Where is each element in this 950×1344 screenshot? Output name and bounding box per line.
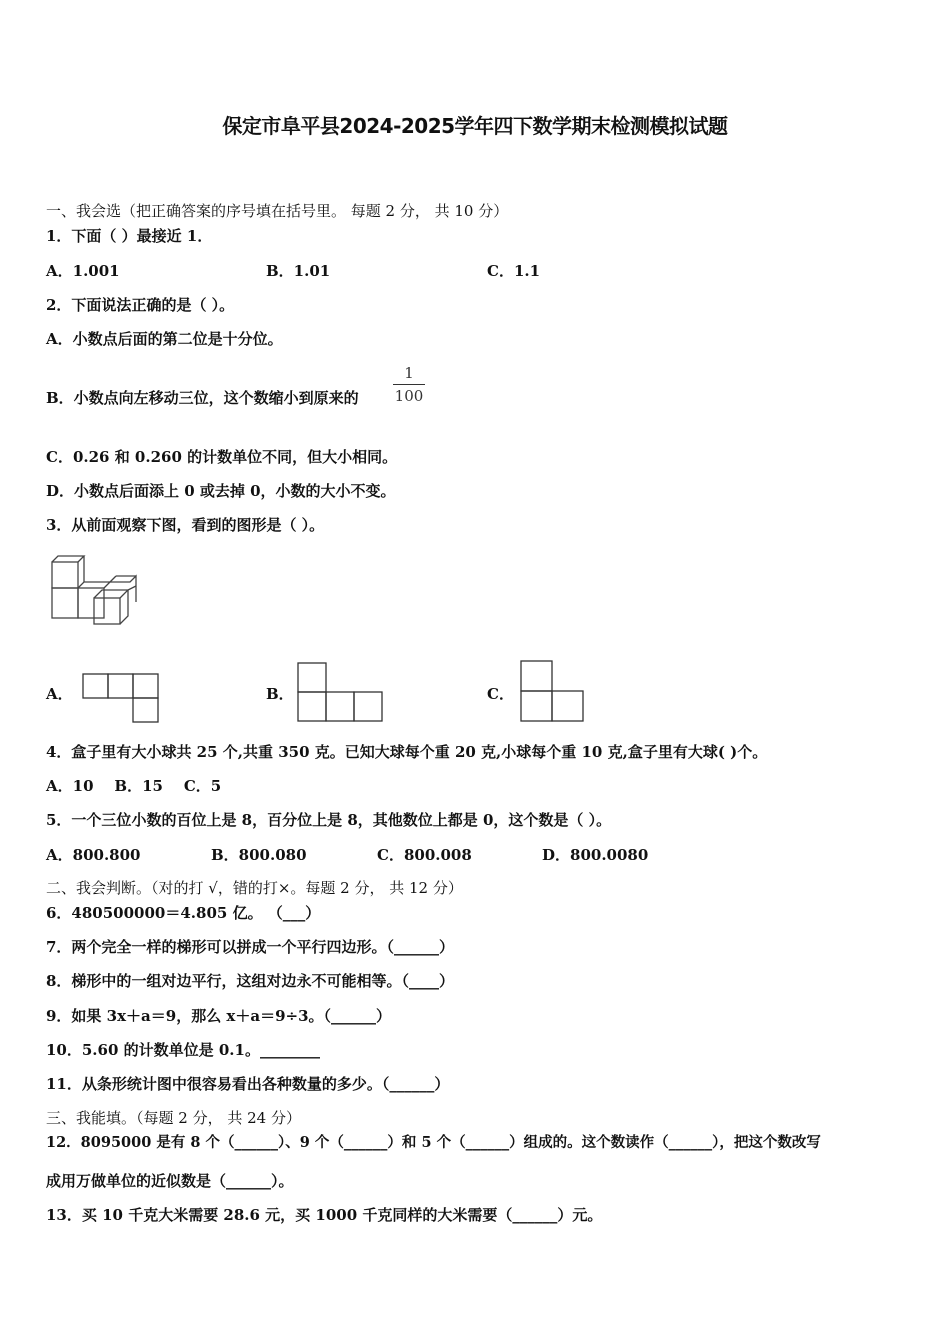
question-1-option-a: A．1.001 xyxy=(46,262,120,280)
question-2-option-b: B．小数点向左移动三位，这个数缩小到原来的 xyxy=(46,389,359,407)
option-b-shape xyxy=(296,661,386,723)
question-3-stem: 3．从前面观察下图，看到的图形是（ ）。 xyxy=(46,516,325,534)
option-a-shape xyxy=(82,673,160,725)
question-4-stem: 4．盒子里有大小球共 25 个,共重 350 克。已知大球每个重 20 克,小球每个重 10 克,盒子里有大球( )个。 xyxy=(46,743,768,761)
question-5-option-a: A．800.800 xyxy=(46,846,141,864)
question-1-option-b: B．1.01 xyxy=(266,262,331,280)
page-title: 保定市阜平县2024-2025学年四下数学期末检测模拟试题 xyxy=(222,114,728,138)
section-2-heading: 二、我会判断。（对的打 √，错的打×。每题 2 分， 共 12 分） xyxy=(46,879,463,897)
question-3-option-b: B． xyxy=(266,685,294,703)
fraction-numerator: 1 xyxy=(393,364,425,385)
section-3-heading: 三、我能填。（每题 2 分， 共 24 分） xyxy=(46,1109,301,1127)
question-6: 6．480500000＝4.805 亿。 （___） xyxy=(46,904,321,922)
question-5-option-d: D．800.0080 xyxy=(542,846,649,864)
question-8: 8．梯形中的一组对边平行，这组对边永不可能相等。（____） xyxy=(46,972,454,990)
question-5-option-c: C．800.008 xyxy=(377,846,472,864)
question-12-line-2: 成用万做单位的近似数是（______）。 xyxy=(46,1172,294,1190)
question-3-option-c: C． xyxy=(487,685,514,703)
question-4-options: A．10 B．15 C．5 xyxy=(46,777,222,795)
question-1-option-c: C．1.1 xyxy=(487,262,541,280)
cube-stack-figure xyxy=(48,552,140,628)
question-5-option-b: B．800.080 xyxy=(211,846,307,864)
question-9: 9．如果 3x＋a＝9，那么 x＋a＝9÷3。（______） xyxy=(46,1007,392,1025)
question-1-stem: 1．下面（ ）最接近 1． xyxy=(46,227,213,245)
section-1-heading: 一、我会选（把正确答案的序号填在括号里。 每题 2 分， 共 10 分） xyxy=(46,202,509,220)
question-5-stem: 5．一个三位小数的百位上是 8，百分位上是 8，其他数位上都是 0，这个数是（ ）。 xyxy=(46,811,612,829)
question-2-option-a: A．小数点后面的第二位是十分位。 xyxy=(46,330,283,348)
question-2-option-c: C．0.26 和 0.260 的计数单位不同，但大小相同。 xyxy=(46,448,398,466)
question-12-line-1: 12．8095000 是有 8 个（______）、9 个（______）和 5 个（______）组成的。这个数读作（______），把这个数改写 xyxy=(46,1134,821,1151)
fraction-one-hundredth xyxy=(393,364,425,405)
question-13: 13．买 10 千克大米需要 28.6 元，买 1000 千克同样的大米需要（______）元。 xyxy=(46,1206,603,1224)
question-11: 11．从条形统计图中很容易看出各种数量的多少。（______） xyxy=(46,1075,450,1093)
question-3-option-a: A． xyxy=(46,685,73,703)
option-c-shape xyxy=(519,659,587,723)
question-7: 7．两个完全一样的梯形可以拼成一个平行四边形。（______） xyxy=(46,938,454,956)
question-2-stem: 2．下面说法正确的是（ ）。 xyxy=(46,296,235,314)
question-10: 10．5.60 的计数单位是 0.1。________ xyxy=(46,1041,320,1059)
fraction-denominator: 100 xyxy=(394,387,424,405)
question-2-option-d: D．小数点后面添上 0 或去掉 0，小数的大小不变。 xyxy=(46,482,396,500)
